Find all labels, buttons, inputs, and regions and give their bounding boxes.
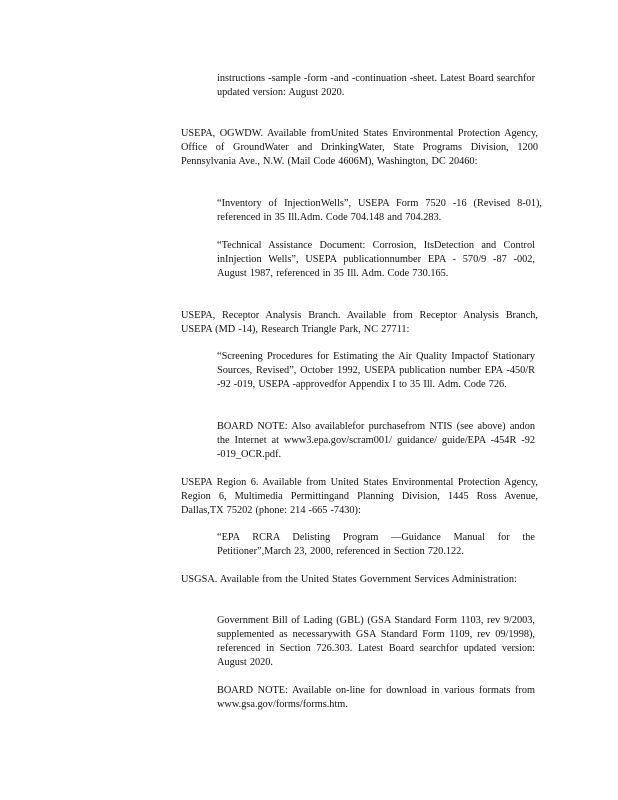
board-note-ntis: BOARD NOTE: Also availablefor purchasefrom NTIS (see above) andon the Internet at www3.epa.gov/scram001/ guidance/ guide/EPA -454R -92 -019_OCR.pdf. <box>217 421 535 460</box>
reference-inventory-of-injection-wells: “Inventory of InjectionWells”, USEPA Form 7520 -16 (Revised 8-01), referenced in 35 Ill.Adm. Code 704.148 and 704.283. <box>217 198 542 223</box>
reference-screening-procedures: “Screening Procedures for Estimating the Air Quality Impactof Stationary Sources, Revised”, October 1992, USEPA publication number EPA -450/R -92 -019, USEPA -approvedfor Appendix I to 35 Ill. Adm. Code 726. <box>217 351 535 390</box>
source-usepa-ogwdw: USEPA, OGWDW. Available fromUnited States Environmental Protection Agency, Office of GroundWater and DrinkingWater, State Programs Division, 1200 Pennsylvania Ave., N.W. (Mail Code 4606M), Washington, DC 20460: <box>181 128 538 167</box>
board-note-gsa-forms: BOARD NOTE: Available on-line for download in various formats from www.gsa.gov/forms/forms.htm. <box>217 685 535 710</box>
continued-reference-text: instructions -sample -form -and -continuation -sheet. Latest Board searchfor updated version: August 2020. <box>217 73 535 98</box>
reference-corrosion-technical-document: “Technical Assistance Document: Corrosion, ItsDetection and Control inInjection Wells”, USEPA publicationnumber EPA - 570/9 -87 -002, August 1987, referenced in 35 Ill. Adm. Code 730.165. <box>217 240 535 279</box>
source-usgsa: USGSA. Available from the United States Government Services Administration: <box>181 574 517 585</box>
source-usepa-receptor-analysis-branch: USEPA, Receptor Analysis Branch. Available from Receptor Analysis Branch, USEPA (MD -14), Research Triangle Park, NC 27711: <box>181 310 538 335</box>
reference-government-bill-of-lading: Government Bill of Lading (GBL) (GSA Standard Form 1103, rev 9/2003, supplemented as necessarywith GSA Standard Form 1109, rev 09/1998), referenced in Section 726.303. Latest Board searchfor updated version: August 2020. <box>217 615 535 668</box>
reference-rcra-delisting-guidance: “EPA RCRA Delisting Program —Guidance Manual for the Petitioner”,March 23, 2000, referenced in Section 720.122. <box>217 532 535 557</box>
source-usepa-region-6: USEPA Region 6. Available from United States Environmental Protection Agency, Region 6, Multimedia Permittingand Planning Division, 1445 Ross Avenue, Dallas,TX 75202 (phone: 214 -665 -7430): <box>181 477 538 516</box>
